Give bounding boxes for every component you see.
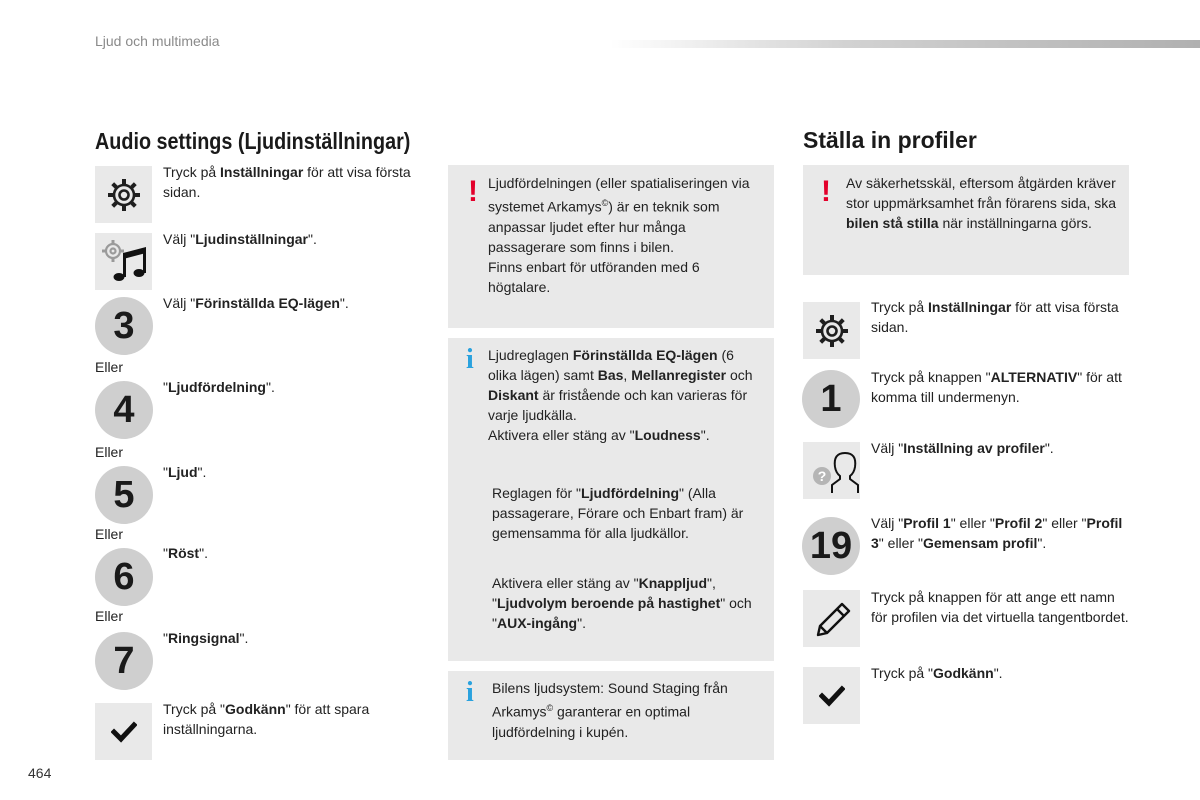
left-step-text: Välj "Ljudinställningar". — [163, 231, 317, 247]
left-step-text: Tryck på Inställningar för att visa första sidan. — [163, 164, 411, 200]
warning-text: Ljudfördelningen (eller spatialiseringen via systemet Arkamys©) är en teknik som anpassar ljudet efter hur många passagerare som finns i bilen. Finns enbart för utföranden med 6 högtalare. — [488, 175, 750, 295]
info-note — [448, 338, 774, 661]
left-step-text: Tryck på "Godkänn" för att spara inställningarna. — [163, 701, 370, 737]
step-number-badge: 3 — [95, 297, 153, 355]
right-step-text: Tryck på knappen "ALTERNATIV" för att komma till undermenyn. — [871, 369, 1122, 405]
settings-gear-icon — [814, 313, 850, 349]
info-icon: i — [466, 344, 474, 375]
right-step-text: Tryck på knappen för att ange ett namn för profilen via det virtuella tangentbordet. — [871, 589, 1129, 625]
confirm-step-icon — [95, 703, 152, 760]
step-number-badge: 1 — [802, 370, 860, 428]
pencil-icon — [812, 599, 852, 639]
audio-settings-title: Audio settings (Ljudinställningar) — [95, 128, 411, 154]
warning-note — [448, 165, 774, 328]
left-step-text: "Ljudfördelning". — [163, 379, 275, 395]
checkmark-icon — [819, 685, 845, 707]
or-label: Eller — [95, 444, 124, 460]
step-number-badge: 4 — [95, 381, 153, 439]
question-glyph: ? — [817, 467, 826, 484]
info-text: Reglagen för "Ljudfördelning" (Alla passagerare, Förare och Enbart fram) är gemensamma för alla ljudkällor. — [492, 485, 744, 541]
step-number-badge: 6 — [95, 548, 153, 606]
warning-note — [803, 165, 1129, 275]
right-step-text: Tryck på "Godkänn". — [871, 665, 1003, 681]
header-divider — [610, 40, 1200, 48]
settings-step-icon — [803, 302, 860, 359]
info-text: Ljudreglagen Förinställda EQ-lägen (6 olika lägen) samt Bas, Mellanregister och Diskant är fristående och kan varieras för varje ljudkälla. Aktivera eller stäng av "Loudness". — [488, 347, 753, 443]
or-label: Eller — [95, 608, 124, 624]
info-note — [448, 671, 774, 760]
settings-gear-icon — [106, 177, 142, 213]
confirm-step-icon — [803, 667, 860, 724]
left-step-text: "Ljud". — [163, 464, 207, 480]
right-step-text: Välj "Profil 1" eller "Profil 2" eller "Profil 3" eller "Gemensam profil". — [871, 515, 1123, 551]
info-text: Bilens ljudsystem: Sound Staging från Arkamys© garanterar en optimal ljudfördelning i kupén. — [492, 680, 728, 740]
profile-help-icon — [805, 447, 859, 495]
step-number-badge: 5 — [95, 466, 153, 524]
right-step-text: Tryck på Inställningar för att visa första sidan. — [871, 299, 1119, 335]
left-step-text: Välj "Förinställda EQ-lägen". — [163, 295, 349, 311]
info-text: Aktivera eller stäng av "Knappljud", "Ljudvolym beroende på hastighet" och "AUX-ingång". — [492, 575, 752, 631]
audio-settings-icon — [99, 237, 149, 287]
profiles-step-icon — [803, 442, 860, 499]
warning-icon: ! — [468, 175, 478, 208]
settings-step-icon — [95, 166, 152, 223]
or-label: Eller — [95, 359, 124, 375]
warning-text: Av säkerhetsskäl, eftersom åtgärden kräver stor uppmärksamhet från förarens sida, ska bilen stå stilla när inställningarna görs. — [846, 175, 1117, 231]
rename-step-icon — [803, 590, 860, 647]
warning-icon: ! — [821, 175, 831, 208]
audio-step-icon — [95, 233, 152, 290]
left-step-text: "Ringsignal". — [163, 630, 249, 646]
left-step-text: "Röst". — [163, 545, 208, 561]
step-number-badge: 7 — [95, 632, 153, 690]
section-header: Ljud och multimedia — [95, 33, 220, 49]
profiles-title: Ställa in profiler — [803, 127, 977, 153]
or-label: Eller — [95, 526, 124, 542]
info-icon: i — [466, 677, 474, 708]
page-number: 464 — [28, 765, 52, 781]
checkmark-icon — [111, 721, 137, 743]
right-step-text: Välj "Inställning av profiler". — [871, 440, 1054, 456]
step-number-badge: 19 — [802, 517, 860, 575]
